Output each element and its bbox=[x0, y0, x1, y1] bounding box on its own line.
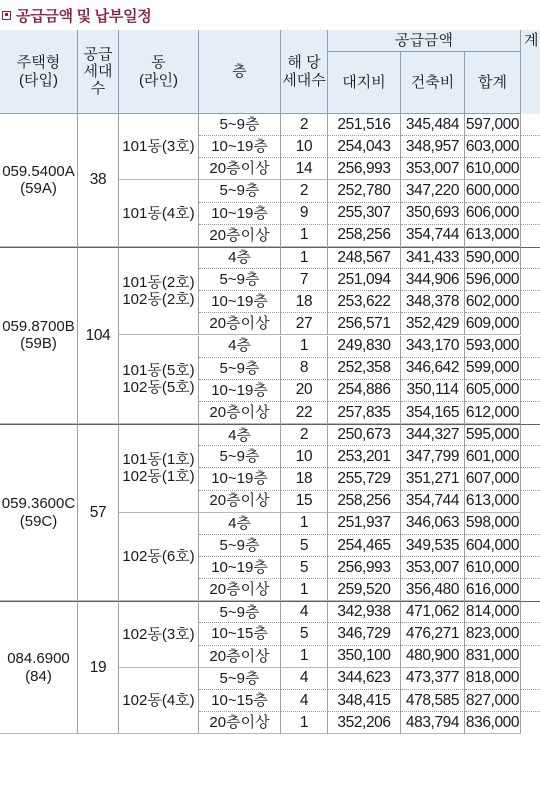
dong-cell-line: 101동(2호) bbox=[122, 273, 195, 291]
header-supply-units-line: 세대 bbox=[83, 62, 113, 80]
units-cell: 5 bbox=[281, 557, 328, 579]
land-price-cell: 348,415 bbox=[328, 690, 401, 712]
floor-cell: 20층이상 bbox=[199, 646, 281, 668]
land-price-cell: 257,835 bbox=[328, 402, 401, 424]
total-price-cell: 827,000 bbox=[465, 690, 521, 712]
building-price-cell: 480,900 bbox=[401, 646, 465, 668]
land-price-cell: 251,516 bbox=[328, 114, 401, 136]
floor-cell: 5~9층 bbox=[199, 446, 281, 468]
supply-units-cell: 104 bbox=[78, 247, 119, 424]
total-price-cell: 604,000 bbox=[465, 535, 521, 557]
type-cell-line: (59B) bbox=[20, 335, 57, 353]
type-cell-line: 059.3600C bbox=[1, 495, 76, 513]
dong-cell-line: 102동(4호) bbox=[122, 691, 195, 709]
dong-cell bbox=[119, 247, 199, 336]
building-price-cell: 353,007 bbox=[401, 557, 465, 579]
dong-cell-line: 101동(4호) bbox=[122, 204, 195, 222]
dong-cell-line: 101동(5호) bbox=[122, 362, 195, 380]
header-contract: 계 bbox=[521, 30, 540, 52]
floor-cell: 5~9층 bbox=[199, 180, 281, 202]
units-cell: 4 bbox=[281, 668, 328, 690]
header-type-line: 주택형 bbox=[16, 54, 61, 72]
units-cell: 7 bbox=[281, 269, 328, 291]
dong-cell-line: 102동(1호) bbox=[122, 468, 195, 486]
land-price-cell: 254,043 bbox=[328, 136, 401, 158]
total-price-cell: 613,000 bbox=[465, 491, 521, 513]
units-cell: 1 bbox=[281, 247, 328, 269]
units-cell: 27 bbox=[281, 313, 328, 335]
building-price-cell: 341,433 bbox=[401, 247, 465, 269]
building-price-cell: 356,480 bbox=[401, 579, 465, 601]
floor-cell: 4층 bbox=[199, 336, 281, 358]
type-cell-line: 059.8700B bbox=[2, 318, 75, 336]
type-cell bbox=[0, 601, 78, 734]
contract-cell bbox=[521, 402, 540, 424]
units-cell: 1 bbox=[281, 513, 328, 535]
land-price-cell: 258,256 bbox=[328, 225, 401, 247]
contract-cell bbox=[521, 180, 540, 202]
land-price-cell: 253,622 bbox=[328, 291, 401, 313]
floor-cell: 4층 bbox=[199, 513, 281, 535]
floor-cell: 5~9층 bbox=[199, 668, 281, 690]
supply-units-cell: 19 bbox=[78, 601, 119, 734]
land-price-cell: 344,623 bbox=[328, 668, 401, 690]
building-price-cell: 344,906 bbox=[401, 269, 465, 291]
contract-cell bbox=[521, 712, 540, 734]
building-price-cell: 354,744 bbox=[401, 491, 465, 513]
type-cell-line: (59C) bbox=[19, 512, 58, 530]
units-cell: 2 bbox=[281, 114, 328, 136]
supply-units-cell: 57 bbox=[78, 424, 119, 601]
units-cell: 1 bbox=[281, 712, 328, 734]
land-price-cell: 250,673 bbox=[328, 424, 401, 446]
header-floor: 층 bbox=[199, 30, 281, 114]
header-supply-units-line: 수 bbox=[90, 80, 106, 98]
building-price-cell: 483,794 bbox=[401, 712, 465, 734]
total-price-cell: 590,000 bbox=[465, 247, 521, 269]
contract-cell bbox=[521, 623, 540, 645]
header-total: 합계 bbox=[465, 52, 521, 114]
building-price-cell: 354,744 bbox=[401, 225, 465, 247]
land-price-cell: 254,886 bbox=[328, 380, 401, 402]
supply-units-cell: 38 bbox=[78, 114, 119, 247]
type-cell bbox=[0, 247, 78, 424]
units-cell: 1 bbox=[281, 336, 328, 358]
floor-cell: 20층이상 bbox=[199, 491, 281, 513]
total-price-cell: 597,000 bbox=[465, 114, 521, 136]
units-cell: 15 bbox=[281, 491, 328, 513]
dong-cell-line: 101동(3호) bbox=[122, 138, 195, 156]
building-price-cell: 348,957 bbox=[401, 136, 465, 158]
header-supply-units bbox=[78, 30, 119, 114]
floor-cell: 20층이상 bbox=[199, 158, 281, 180]
floor-cell: 10~15층 bbox=[199, 623, 281, 645]
units-cell: 1 bbox=[281, 579, 328, 601]
header-dong bbox=[119, 30, 199, 114]
total-price-cell: 598,000 bbox=[465, 513, 521, 535]
units-cell: 20 bbox=[281, 380, 328, 402]
floor-cell: 4층 bbox=[199, 424, 281, 446]
units-cell: 9 bbox=[281, 203, 328, 225]
floor-cell: 10~15층 bbox=[199, 690, 281, 712]
floor-cell: 5~9층 bbox=[199, 114, 281, 136]
contract-cell bbox=[521, 203, 540, 225]
section-title-text: 공급금액 및 납부일정 bbox=[16, 7, 152, 25]
total-price-cell: 607,000 bbox=[465, 468, 521, 490]
floor-cell: 5~9층 bbox=[199, 269, 281, 291]
building-price-cell: 347,220 bbox=[401, 180, 465, 202]
land-price-cell: 350,100 bbox=[328, 646, 401, 668]
units-cell: 1 bbox=[281, 225, 328, 247]
contract-cell bbox=[521, 446, 540, 468]
dong-cell bbox=[119, 601, 199, 667]
floor-cell: 4층 bbox=[199, 247, 281, 269]
total-price-cell: 610,000 bbox=[465, 158, 521, 180]
land-price-cell: 352,206 bbox=[328, 712, 401, 734]
contract-cell bbox=[521, 158, 540, 180]
contract-cell bbox=[521, 247, 540, 269]
contract-cell bbox=[521, 668, 540, 690]
total-price-cell: 601,000 bbox=[465, 446, 521, 468]
type-cell-line: 084.6900 bbox=[7, 650, 70, 668]
dong-cell-line: 102동(6호) bbox=[122, 547, 195, 565]
total-price-cell: 595,000 bbox=[465, 424, 521, 446]
land-price-cell: 256,993 bbox=[328, 557, 401, 579]
header-contract-sub bbox=[521, 52, 540, 114]
land-price-cell: 252,780 bbox=[328, 180, 401, 202]
total-price-cell: 612,000 bbox=[465, 402, 521, 424]
building-price-cell: 473,377 bbox=[401, 668, 465, 690]
total-price-cell: 596,000 bbox=[465, 269, 521, 291]
units-cell: 4 bbox=[281, 601, 328, 623]
contract-cell bbox=[521, 557, 540, 579]
type-cell-line: (59A) bbox=[20, 179, 57, 197]
floor-cell: 20층이상 bbox=[199, 579, 281, 601]
floor-cell: 5~9층 bbox=[199, 358, 281, 380]
total-price-cell: 609,000 bbox=[465, 313, 521, 335]
total-price-cell: 600,000 bbox=[465, 180, 521, 202]
building-price-cell: 478,585 bbox=[401, 690, 465, 712]
floor-cell: 20층이상 bbox=[199, 402, 281, 424]
land-price-cell: 256,571 bbox=[328, 313, 401, 335]
units-cell: 18 bbox=[281, 291, 328, 313]
building-price-cell: 344,327 bbox=[401, 424, 465, 446]
dong-cell-line: 102동(2호) bbox=[122, 291, 195, 309]
units-cell: 10 bbox=[281, 136, 328, 158]
section-title bbox=[2, 4, 151, 26]
land-price-cell: 256,993 bbox=[328, 158, 401, 180]
units-cell: 10 bbox=[281, 446, 328, 468]
floor-cell: 10~19층 bbox=[199, 468, 281, 490]
total-price-cell: 610,000 bbox=[465, 557, 521, 579]
dong-cell-line: 101동(1호) bbox=[122, 451, 195, 469]
land-price-cell: 255,729 bbox=[328, 468, 401, 490]
building-price-cell: 471,062 bbox=[401, 601, 465, 623]
contract-cell bbox=[521, 424, 540, 446]
header-building: 건축비 bbox=[401, 52, 465, 114]
contract-cell bbox=[521, 535, 540, 557]
floor-cell: 5~9층 bbox=[199, 601, 281, 623]
contract-cell bbox=[521, 225, 540, 247]
header-land: 대지비 bbox=[328, 52, 401, 114]
floor-cell: 20층이상 bbox=[199, 225, 281, 247]
land-price-cell: 251,937 bbox=[328, 513, 401, 535]
land-price-cell: 342,938 bbox=[328, 601, 401, 623]
units-cell: 14 bbox=[281, 158, 328, 180]
contract-cell bbox=[521, 601, 540, 623]
type-cell-line: (84) bbox=[25, 667, 52, 685]
floor-cell: 5~9층 bbox=[199, 535, 281, 557]
floor-cell: 10~19층 bbox=[199, 291, 281, 313]
dong-cell bbox=[119, 668, 199, 734]
total-price-cell: 616,000 bbox=[465, 579, 521, 601]
contract-cell bbox=[521, 690, 540, 712]
building-price-cell: 354,165 bbox=[401, 402, 465, 424]
header-units-line: 해 당 bbox=[287, 54, 321, 72]
header-dong-line: (라인) bbox=[139, 71, 178, 89]
contract-cell bbox=[521, 513, 540, 535]
header-type bbox=[0, 30, 78, 114]
total-price-cell: 603,000 bbox=[465, 136, 521, 158]
floor-cell: 20층이상 bbox=[199, 712, 281, 734]
contract-cell bbox=[521, 468, 540, 490]
units-cell: 5 bbox=[281, 623, 328, 645]
units-cell: 2 bbox=[281, 180, 328, 202]
land-price-cell: 258,256 bbox=[328, 491, 401, 513]
dong-cell bbox=[119, 114, 199, 180]
contract-cell bbox=[521, 136, 540, 158]
building-price-cell: 343,170 bbox=[401, 336, 465, 358]
type-cell-line: 059.5400A bbox=[2, 162, 75, 180]
building-price-cell: 476,271 bbox=[401, 623, 465, 645]
total-price-cell: 613,000 bbox=[465, 225, 521, 247]
dong-cell-line: 102동(3호) bbox=[122, 625, 195, 643]
contract-cell bbox=[521, 380, 540, 402]
units-cell: 2 bbox=[281, 424, 328, 446]
building-price-cell: 350,693 bbox=[401, 203, 465, 225]
floor-cell: 10~19층 bbox=[199, 557, 281, 579]
land-price-cell: 255,307 bbox=[328, 203, 401, 225]
building-price-cell: 351,271 bbox=[401, 468, 465, 490]
dong-cell bbox=[119, 424, 199, 513]
header-dong-line: 동 bbox=[151, 54, 166, 72]
building-price-cell: 350,114 bbox=[401, 380, 465, 402]
building-price-cell: 345,484 bbox=[401, 114, 465, 136]
contract-cell bbox=[521, 269, 540, 291]
dong-cell bbox=[119, 336, 199, 425]
contract-cell bbox=[521, 336, 540, 358]
land-price-cell: 253,201 bbox=[328, 446, 401, 468]
land-price-cell: 346,729 bbox=[328, 623, 401, 645]
units-cell: 18 bbox=[281, 468, 328, 490]
total-price-cell: 818,000 bbox=[465, 668, 521, 690]
contract-cell bbox=[521, 114, 540, 136]
total-price-cell: 606,000 bbox=[465, 203, 521, 225]
building-price-cell: 348,378 bbox=[401, 291, 465, 313]
type-cell bbox=[0, 424, 78, 601]
header-supply-units-line: 공급 bbox=[83, 45, 113, 63]
land-price-cell: 252,358 bbox=[328, 358, 401, 380]
floor-cell: 20층이상 bbox=[199, 313, 281, 335]
total-price-cell: 814,000 bbox=[465, 601, 521, 623]
total-price-cell: 593,000 bbox=[465, 336, 521, 358]
floor-cell: 10~19층 bbox=[199, 203, 281, 225]
units-cell: 22 bbox=[281, 402, 328, 424]
land-price-cell: 254,465 bbox=[328, 535, 401, 557]
building-price-cell: 346,063 bbox=[401, 513, 465, 535]
units-cell: 8 bbox=[281, 358, 328, 380]
floor-cell: 10~19층 bbox=[199, 136, 281, 158]
contract-cell bbox=[521, 491, 540, 513]
building-price-cell: 353,007 bbox=[401, 158, 465, 180]
contract-cell bbox=[521, 358, 540, 380]
total-price-cell: 605,000 bbox=[465, 380, 521, 402]
total-price-cell: 599,000 bbox=[465, 358, 521, 380]
building-price-cell: 349,535 bbox=[401, 535, 465, 557]
units-cell: 5 bbox=[281, 535, 328, 557]
total-price-cell: 836,000 bbox=[465, 712, 521, 734]
type-cell bbox=[0, 114, 78, 247]
dong-cell bbox=[119, 180, 199, 246]
building-price-cell: 346,642 bbox=[401, 358, 465, 380]
contract-cell bbox=[521, 313, 540, 335]
land-price-cell: 248,567 bbox=[328, 247, 401, 269]
contract-cell bbox=[521, 579, 540, 601]
square-bullet-icon bbox=[2, 11, 11, 20]
header-units bbox=[281, 30, 328, 114]
total-price-cell: 831,000 bbox=[465, 646, 521, 668]
units-cell: 4 bbox=[281, 690, 328, 712]
dong-cell-line: 102동(5호) bbox=[122, 379, 195, 397]
contract-cell bbox=[521, 646, 540, 668]
total-price-cell: 602,000 bbox=[465, 291, 521, 313]
supply-price-table bbox=[0, 30, 539, 786]
building-price-cell: 347,799 bbox=[401, 446, 465, 468]
contract-cell bbox=[521, 291, 540, 313]
land-price-cell: 249,830 bbox=[328, 336, 401, 358]
header-units-line: 세대수 bbox=[282, 71, 326, 89]
header-supply-price: 공급금액 bbox=[328, 30, 521, 52]
land-price-cell: 251,094 bbox=[328, 269, 401, 291]
land-price-cell: 259,520 bbox=[328, 579, 401, 601]
building-price-cell: 352,429 bbox=[401, 313, 465, 335]
floor-cell: 10~19층 bbox=[199, 380, 281, 402]
total-price-cell: 823,000 bbox=[465, 623, 521, 645]
header-type-line: (타입) bbox=[19, 71, 58, 89]
dong-cell bbox=[119, 513, 199, 602]
units-cell: 1 bbox=[281, 646, 328, 668]
